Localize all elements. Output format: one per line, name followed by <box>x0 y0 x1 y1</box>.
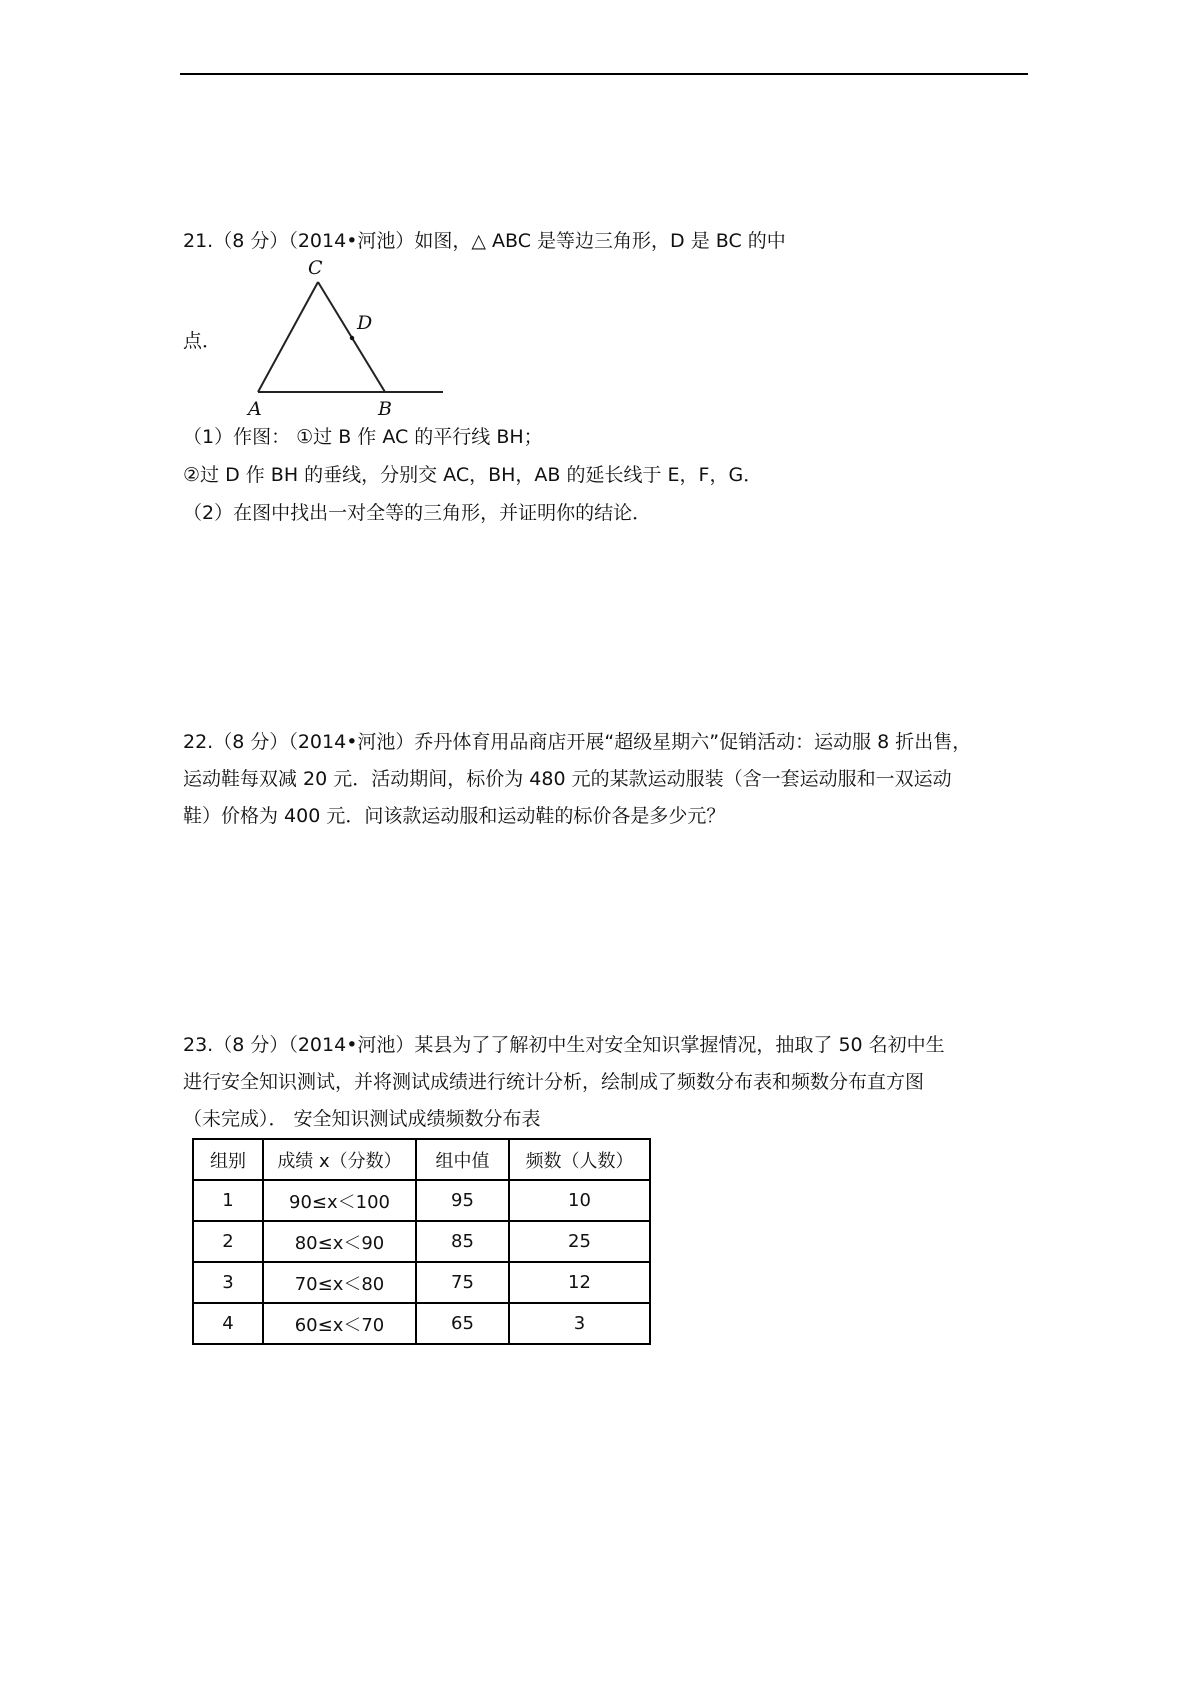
header-group: 组别 <box>193 1139 263 1180</box>
table-row <box>193 1262 650 1303</box>
label-b: B <box>378 398 392 420</box>
point-d <box>350 336 354 340</box>
triangle-figure <box>240 258 485 420</box>
header-midpoint: 组中值 <box>416 1139 509 1180</box>
cell-group: 3 <box>193 1262 263 1303</box>
page-header-rule <box>180 73 1028 75</box>
cell-score: 90≤x＜100 <box>263 1180 416 1221</box>
cell-midpoint: 85 <box>416 1221 509 1262</box>
cell-group: 2 <box>193 1221 263 1262</box>
q21-line-4: ②过 D 作 BH 的垂线，分别交 AC，BH，AB 的延长线于 E，F，G． <box>183 464 763 486</box>
cell-group: 1 <box>193 1180 263 1221</box>
q21-line-2: 点． <box>183 330 222 352</box>
q23-line-1: 23.（8 分）（2014•河池）某县为了了解初中生对安全知识掌握情况，抽取了 50 名初中生 <box>183 1034 945 1056</box>
q23-line-2: 进行安全知识测试，并将测试成绩进行统计分析，绘制成了频数分布表和频数分布直方图 <box>183 1071 925 1093</box>
cell-midpoint: 95 <box>416 1180 509 1221</box>
cell-group: 4 <box>193 1303 263 1344</box>
q22-line-1: 22.（8 分）（2014•河池）乔丹体育用品商店开展“超级星期六”促销活动：运动服 8 折出售， <box>183 731 972 753</box>
cell-score: 80≤x＜90 <box>263 1221 416 1262</box>
table-row <box>193 1303 650 1344</box>
q21-line-1: 21.（8 分）（2014•河池）如图，△ ABC 是等边三角形，D 是 BC 的中 <box>183 230 786 252</box>
label-d: D <box>357 312 373 334</box>
label-c: C <box>308 258 323 279</box>
q22-line-3: 鞋）价格为 400 元．问该款运动服和运动鞋的标价各是多少元？ <box>183 805 726 827</box>
frequency-table <box>192 1138 651 1345</box>
cell-frequency: 10 <box>509 1180 650 1221</box>
header-score: 成绩 x（分数） <box>263 1139 416 1180</box>
table-row <box>193 1221 650 1262</box>
cell-frequency: 12 <box>509 1262 650 1303</box>
cell-frequency: 25 <box>509 1221 650 1262</box>
cell-midpoint: 65 <box>416 1303 509 1344</box>
table-row <box>193 1180 650 1221</box>
cell-frequency: 3 <box>509 1303 650 1344</box>
label-a: A <box>248 398 262 420</box>
q21-line-3: （1）作图： ①过 B 作 AC 的平行线 BH； <box>183 426 543 448</box>
q21-line-5: （2）在图中找出一对全等的三角形，并证明你的结论． <box>183 502 652 524</box>
q22-line-2: 运动鞋每双减 20 元．活动期间，标价为 480 元的某款运动服装（含一套运动服和一双运动 <box>183 768 952 790</box>
cell-midpoint: 75 <box>416 1262 509 1303</box>
side-ac <box>258 282 318 392</box>
cell-score: 70≤x＜80 <box>263 1262 416 1303</box>
table-header-row <box>193 1139 650 1180</box>
cell-score: 60≤x＜70 <box>263 1303 416 1344</box>
header-frequency: 频数（人数） <box>509 1139 650 1180</box>
q23-line-3: （未完成）． 安全知识测试成绩频数分布表 <box>183 1108 541 1130</box>
